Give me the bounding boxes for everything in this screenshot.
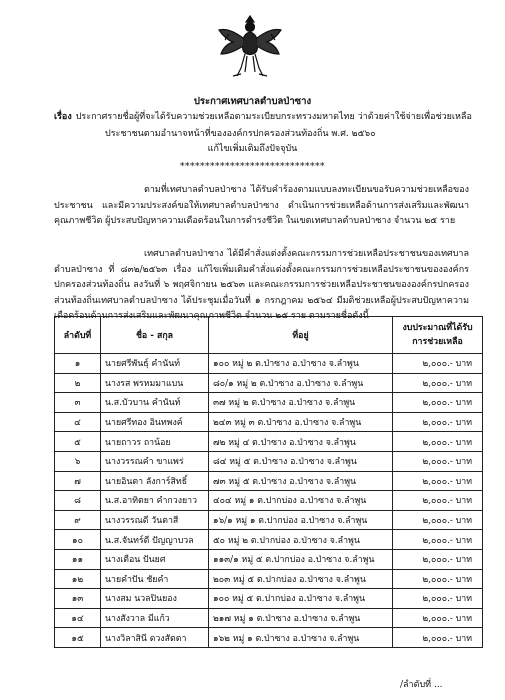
row-amount: ๒,๐๐๐.- บาท — [393, 393, 483, 413]
subject-label: เรื่อง — [54, 112, 72, 122]
row-order: ๑ — [55, 354, 101, 374]
row-order: ๑๑ — [55, 549, 101, 569]
row-name: นางวรรณดี วันตาสี — [101, 510, 209, 530]
row-name: นายถาวร ถาน้อย — [101, 432, 209, 452]
row-order: ๘ — [55, 491, 101, 511]
row-order: ๑๒ — [55, 569, 101, 589]
row-name: นายศรีพันธุ์ คำนันท์ — [101, 354, 209, 374]
paragraph-1 — [54, 183, 469, 230]
row-amount: ๒,๐๐๐.- บาท — [393, 432, 483, 452]
row-amount: ๒,๐๐๐.- บาท — [393, 569, 483, 589]
header-order: ลำดับที่ — [55, 317, 101, 354]
row-name: นางสม นวลปินยอง — [101, 589, 209, 609]
garuda-emblem-icon — [215, 10, 285, 86]
header-address: ที่อยู่ — [209, 317, 393, 354]
table-row — [55, 412, 483, 432]
row-order: ๙ — [55, 510, 101, 530]
row-address: ๑๑๓/๑ หมู่ ๕ ต.ปากบ่อง อ.ป่าซาง จ.ลำพูน — [209, 549, 393, 569]
row-order: ๑๔ — [55, 608, 101, 628]
row-name: นางรส พรหมมาแบน — [101, 373, 209, 393]
row-amount: ๒,๐๐๐.- บาท — [393, 628, 483, 648]
row-amount: ๒,๐๐๐.- บาท — [393, 530, 483, 550]
row-order: ๒ — [55, 373, 101, 393]
row-name: นางสังวาล มีแก้ว — [101, 608, 209, 628]
row-order: ๑๓ — [55, 589, 101, 609]
table-row — [55, 432, 483, 452]
row-address: ๓๗ หมู่ ๒ ต.ป่าซาง อ.ป่าซาง จ.ลำพูน — [209, 393, 393, 413]
row-address: ๑๐๐ หมู่ ๕ ต.ปากบ่อง อ.ป่าซาง จ.ลำพูน — [209, 589, 393, 609]
table-row — [55, 628, 483, 648]
row-amount: ๒,๐๐๐.- บาท — [393, 471, 483, 491]
row-amount: ๒,๐๐๐.- บาท — [393, 412, 483, 432]
row-address: ๘๐/๑ หมู่ ๒ ต.ป่าซาง อ.ป่าซาง จ.ลำพูน — [209, 373, 393, 393]
table-row — [55, 491, 483, 511]
row-name: นายคำปัน ชัยคำ — [101, 569, 209, 589]
paragraph-1-text: ตามที่เทศบาลตำบลป่าซาง ได้รับคำร้องตามแบบลงทะเบียนขอรับความช่วยเหลือของประชาชน และมีความประสงค์ขอให้เทศบาลตำบลป่าซาง ดำเนินการช่วยเหลือด้านการส่งเสริมและพัฒนาคุณภาพชีวิต ผู้ประสบปัญหาความเดือดร้อนในการดำรงชีวิต ในเขตเทศบาลตำบลป่าซาง จำนวน ๒๕ ราย — [54, 185, 469, 226]
header-budget: งบประมาณที่ได้รับการช่วยเหลือ — [393, 317, 483, 354]
row-order: ๓ — [55, 393, 101, 413]
subject-line-1 — [54, 110, 474, 125]
separator-stars: ***************************** — [180, 162, 325, 172]
row-order: ๔ — [55, 412, 101, 432]
table-row — [55, 373, 483, 393]
paragraph-2 — [54, 247, 469, 325]
row-amount: ๒,๐๐๐.- บาท — [393, 608, 483, 628]
row-address: ๒๑๗ หมู่ ๑ ต.ป่าซาง อ.ป่าซาง จ.ลำพูน — [209, 608, 393, 628]
table-row — [55, 608, 483, 628]
row-name: นางเตือน ปันยศ — [101, 549, 209, 569]
subject-text-1: ประกาศรายชื่อผู้ที่จะได้รับความช่วยเหลือตามระเบียบกระทรวงมหาดไทย ว่าด้วยค่าใช้จ่ายเพื่อช่วยเหลือ — [75, 112, 472, 122]
row-address: ๔๐๔ หมู่ ๑ ต.ปากบ่อง อ.ป่าซาง จ.ลำพูน — [209, 491, 393, 511]
paragraph-2-text: เทศบาลตำบลป่าซาง ได้มีคำสั่งแต่งตั้งคณะกรรมการช่วยเหลือประชาชนของเทศบาลตำบลป่าซาง ที่ ๘๓๒/๒๕๖๓ เรื่อง แก้ไขเพิ่มเติมคำสั่งแต่งตั้งคณะกรรมการช่วยเหลือประชาชนขององค์กรปกครองส่วนท้องถิ่น ลงวันที่ ๖ พฤศจิกายน ๒๕๖๓ และคณะกรรมการช่วยเหลือประชาชนขององค์กรปกครองส่วนท้องถิ่นเทศบาลตำบลป่าซาง ได้ประชุมเมื่อวันที่ ๑ กรกฎาคม ๒๕๖๔ มีมติช่วยเหลือผู้ประสบปัญหาความเดือดร้อนด้านการส่งเสริมและพัฒนาคุณภาพชีวิต จำนวน ๒๕ ราย ตามรายชื่อดังนี้ — [54, 249, 469, 321]
row-name: น.ส.อาทิตยา คำกวงยาว — [101, 491, 209, 511]
header-name: ชื่อ - สกุล — [101, 317, 209, 354]
row-amount: ๒,๐๐๐.- บาท — [393, 451, 483, 471]
row-name: นายอินตา ลังการ์สิทธิ์ — [101, 471, 209, 491]
announcement-title: ประกาศเทศบาลตำบลป่าซาง — [193, 96, 312, 107]
table-row — [55, 510, 483, 530]
row-name: น.ส.จันทร์ดี ปัญญาบวล — [101, 530, 209, 550]
table-row — [55, 354, 483, 374]
row-address: ๒๐๓ หมู่ ๕ ต.ปากบ่อง อ.ป่าซาง จ.ลำพูน — [209, 569, 393, 589]
table-row — [55, 549, 483, 569]
row-address: ๒๔๓ หมู่ ๓ ต.ป่าซาง อ.ป่าซาง จ.ลำพูน — [209, 412, 393, 432]
row-address: ๑๖๒ หมู่ ๑ ต.ป่าซาง อ.ป่าซาง จ.ลำพูน — [209, 628, 393, 648]
row-order: ๖ — [55, 451, 101, 471]
table-row — [55, 530, 483, 550]
beneficiary-table — [54, 316, 483, 648]
row-address: ๑๖/๑ หมู่ ๑ ต.ปากบ่อง อ.ป่าซาง จ.ลำพูน — [209, 510, 393, 530]
row-name: นางวิลาสินี ดวงสัตตา — [101, 628, 209, 648]
row-amount: ๒,๐๐๐.- บาท — [393, 549, 483, 569]
row-name: น.ส.บัวบาน คำนันท์ — [101, 393, 209, 413]
row-order: ๑๐ — [55, 530, 101, 550]
table-row — [55, 569, 483, 589]
table-header-row — [55, 317, 483, 354]
row-name: นายศรีทอง อินทพงค์ — [101, 412, 209, 432]
row-address: ๗๒ หมู่ ๔ ต.ป่าซาง อ.ป่าซาง จ.ลำพูน — [209, 432, 393, 452]
row-amount: ๒,๐๐๐.- บาท — [393, 354, 483, 374]
row-amount: ๒,๐๐๐.- บาท — [393, 373, 483, 393]
row-order: ๑๕ — [55, 628, 101, 648]
table-row — [55, 393, 483, 413]
row-amount: ๒,๐๐๐.- บาท — [393, 510, 483, 530]
table-row — [55, 471, 483, 491]
row-order: ๗ — [55, 471, 101, 491]
subject-line-2: ประชาชนตามอำนาจหน้าที่ขององค์กรปกครองส่วนท้องถิ่น พ.ศ. ๒๕๖๐ — [105, 129, 376, 139]
table-row — [55, 589, 483, 609]
row-order: ๕ — [55, 432, 101, 452]
row-name: นางวรรณคำ ขาแพร่ — [101, 451, 209, 471]
row-address: ๗๓ หมู่ ๕ ต.ป่าซาง อ.ป่าซาง จ.ลำพูน — [209, 471, 393, 491]
row-address: ๕๐ หมู่ ๒ ต.ปากบ่อง อ.ป่าซาง จ.ลำพูน — [209, 530, 393, 550]
continued-marker: /ลำดับที่ ... — [400, 680, 443, 690]
table-row — [55, 451, 483, 471]
row-address: ๘๔ หมู่ ๕ ต.ป่าซาง อ.ป่าซาง จ.ลำพูน — [209, 451, 393, 471]
row-amount: ๒,๐๐๐.- บาท — [393, 491, 483, 511]
subject-line-3: แก้ไขเพิ่มเติมถึงปัจจุบัน — [207, 144, 298, 154]
row-address: ๑๐๐ หมู่ ๒ ต.ป่าซาง อ.ป่าซาง จ.ลำพูน — [209, 354, 393, 374]
row-amount: ๒,๐๐๐.- บาท — [393, 589, 483, 609]
